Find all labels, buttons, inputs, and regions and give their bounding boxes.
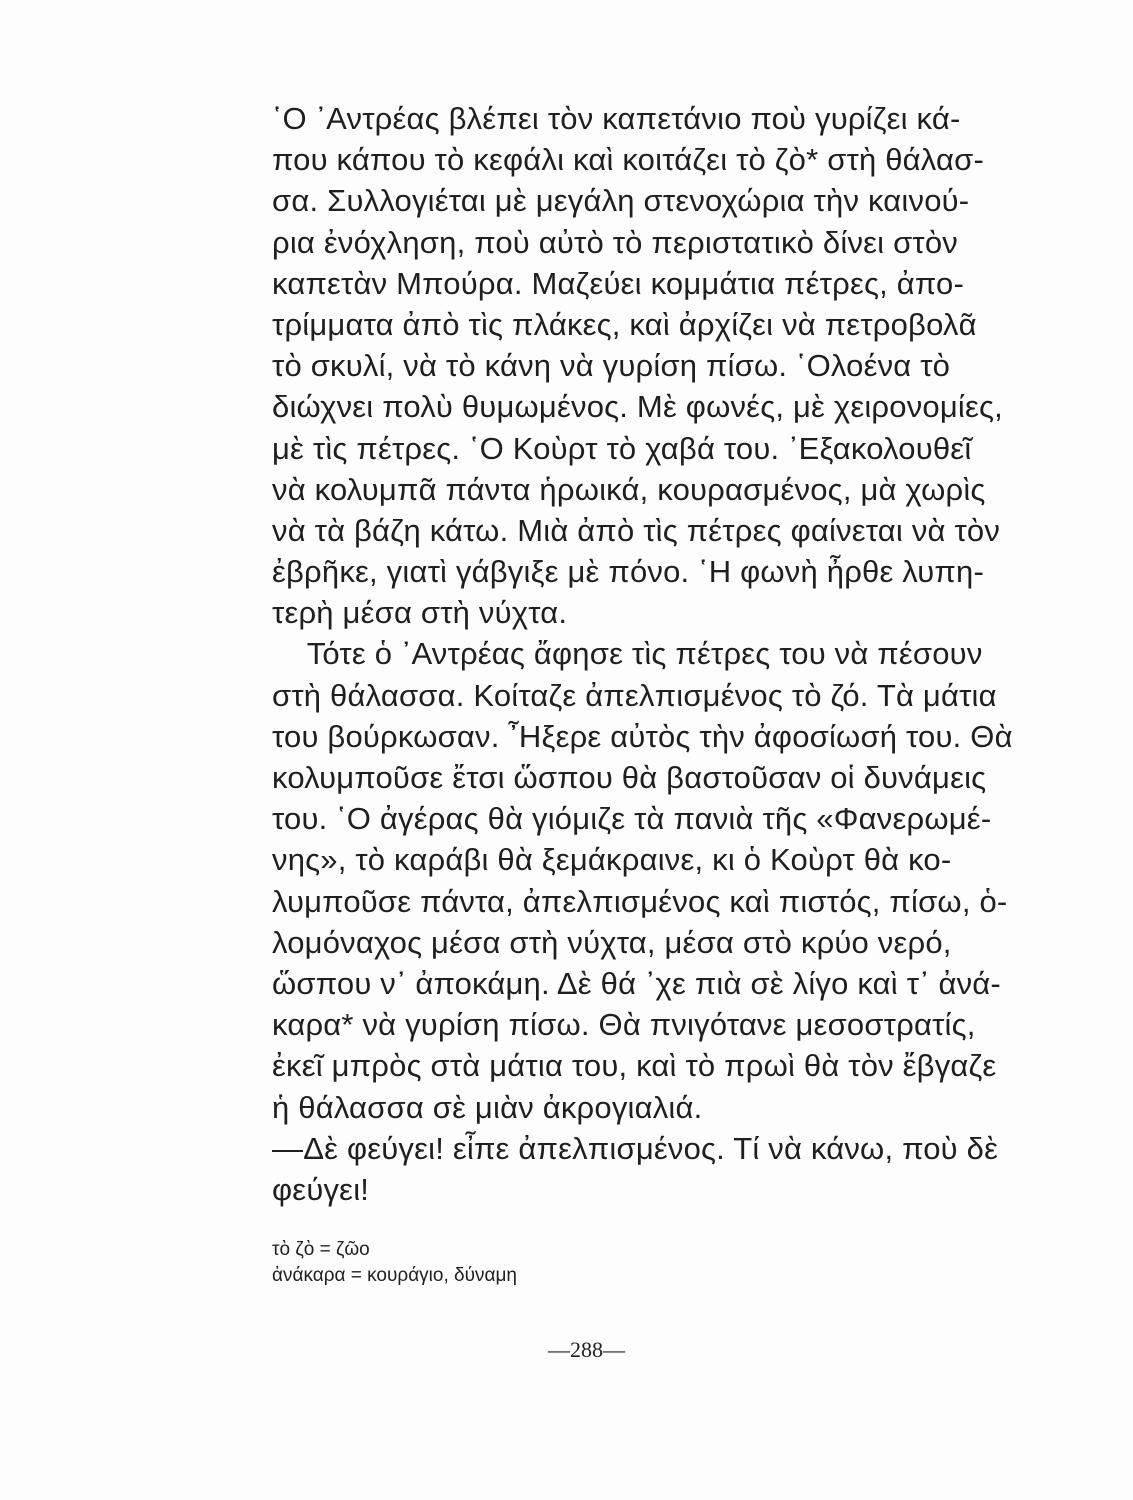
text-line: Τότε ὁ ᾿Αντρέας ἄφησε τὶς πέτρες του νὰ πέσουν — [272, 636, 983, 672]
text-line: τὸ σκυλί, νὰ τὸ κάνη νὰ γυρίση πίσω. ῾Ολοένα τὸ — [272, 348, 951, 384]
text-line: νης», τὸ καράβι θὰ ξεμάκραινε, κι ὁ Κοὺρτ θὰ κο- — [272, 842, 952, 878]
text-line: λυμποῦσε πάντα, ἀπελπισμένος καὶ πιστός, πίσω, ὁ- — [272, 883, 1008, 919]
text-line: στὴ θάλασσα. Κοίταζε ἀπελπισμένος τὸ ζό. Τὰ μάτια — [272, 677, 997, 713]
text-line: ῾Ο ᾿Αντρέας βλέπει τὸν καπετάνιο ποὺ γυρίζει κά- — [272, 101, 961, 136]
text-line: που κάπου τὸ κεφάλι καὶ κοιτάζει τὸ ζὸ* στὴ θάλασ- — [272, 142, 984, 178]
text-line: μὲ τὶς πέτρες. ῾Ο Κοὺρτ τὸ χαβά του. ᾿Εξακολουθεῖ — [272, 430, 972, 466]
text-line: λομόναχος μέσα στὴ νύχτα, μέσα στὸ κρύο νερό, — [272, 924, 952, 960]
text-line: καπετὰν Μπούρα. Μαζεύει κομμάτια πέτρες, ἀπο- — [272, 265, 964, 301]
text-line: σα. Συλλογιέται μὲ μεγάλη στενοχώρια τὴν καινού- — [272, 183, 970, 219]
text-line: του βούρκωσαν. ῏Ηξερε αὐτὸς τὴν ἀφοσίωσή του. Θὰ — [272, 718, 1013, 754]
text-line: ἡ θάλασσα σὲ μιὰν ἀκρογιαλιά. — [272, 1089, 703, 1125]
text-line: νὰ κολυμπᾶ πάντα ἡρωικά, κουρασμένος, μὰ χωρὶς — [272, 471, 986, 507]
page-number: —288— — [548, 1337, 625, 1362]
text-line: ὥσπου ν᾿ ἀποκάμη. Δὲ θά ᾿χε πιὰ σὲ λίγο καὶ τ᾿ ἀνά- — [272, 965, 1001, 1001]
footnote: ἀνάκαρα = κουράγιο, δύναμη — [272, 1265, 517, 1286]
text-line: του. ῾Ο ἀγέρας θὰ γιόμιζε τὰ πανιὰ τῆς «Φανερωμέ- — [272, 801, 992, 837]
text-line: νὰ τὰ βάζη κάτω. Μιὰ ἀπὸ τὶς πέτρες φαίνεται νὰ τὸν — [272, 512, 1001, 548]
text-line: ἐβρῆκε, γιατὶ γάβγιξε μὲ πόνο. ῾Η φωνὴ ἦρθε λυπη- — [272, 554, 984, 590]
text-line: διώχνει πολὺ θυμωμένος. Μὲ φωνές, μὲ χειρονομίες, — [272, 389, 1003, 425]
text-line: ρια ἐνόχληση, ποὺ αὐτὸ τὸ περιστατικὸ δίνει στὸν — [272, 224, 958, 260]
body-text — [272, 98, 1064, 1210]
footnote: τὸ ζὸ = ζῶο — [272, 1239, 370, 1260]
text-line: κολυμποῦσε ἔτσι ὥσπου θὰ βαστοῦσαν οἱ δυνάμεις — [272, 760, 987, 795]
text-line: φεύγει! — [272, 1171, 370, 1207]
text-line: τερὴ μέσα στὴ νύχτα. — [272, 595, 568, 631]
text-line: —Δὲ φεύγει! εἶπε ἀπελπισμένος. Τί νὰ κάνω, ποὺ δὲ — [272, 1130, 999, 1166]
text-line: ἐκεῖ μπρὸς στὰ μάτια του, καὶ τὸ πρωὶ θὰ τὸν ἔβγαζε — [272, 1048, 997, 1084]
text-line: καρα* νὰ γυρίση πίσω. Θὰ πνιγότανε μεσοστρατίς, — [272, 1007, 976, 1043]
footnotes — [272, 1237, 972, 1289]
text-line: τρίμματα ἀπὸ τὶς πλάκες, καὶ ἀρχίζει νὰ πετροβολᾶ — [272, 306, 977, 342]
